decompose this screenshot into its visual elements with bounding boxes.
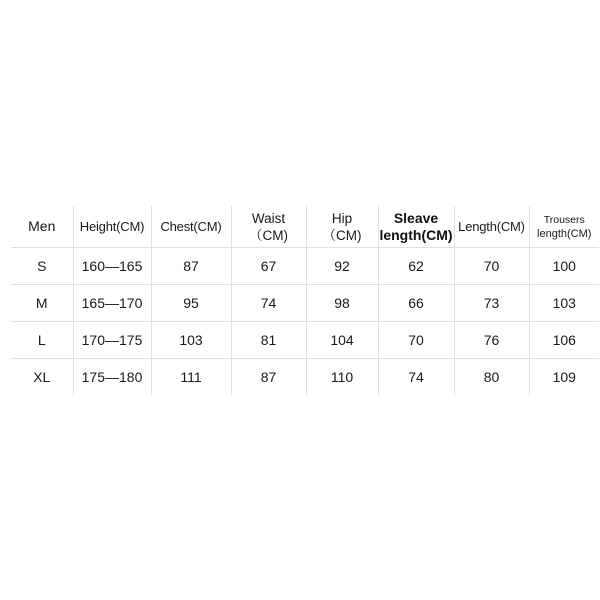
- cell-height: 165—170: [73, 285, 151, 322]
- table-row: [11, 359, 599, 396]
- table-body: [11, 248, 599, 396]
- cell-hip: 92: [306, 248, 378, 285]
- header-length-label: Length(CM): [458, 218, 525, 234]
- cell-trousers: 109: [529, 359, 599, 396]
- table-row: [11, 285, 599, 322]
- cell-length: 73: [454, 285, 529, 322]
- header-men: [11, 206, 73, 248]
- cell-length: 76: [454, 322, 529, 359]
- cell-height: 175—180: [73, 359, 151, 396]
- cell-size: L: [11, 322, 73, 359]
- header-height-label: Height(CM): [79, 218, 145, 234]
- cell-size: S: [11, 248, 73, 285]
- cell-length: 80: [454, 359, 529, 396]
- cell-trousers: 106: [529, 322, 599, 359]
- header-men-label: Men: [28, 217, 56, 234]
- cell-chest: 87: [151, 248, 231, 285]
- table-row: [11, 248, 599, 285]
- header-trousers-length: [529, 206, 599, 248]
- cell-sleeve: 70: [378, 322, 454, 359]
- header-hip-line2: （CM): [322, 227, 362, 243]
- cell-hip: 104: [306, 322, 378, 359]
- header-chest-label: Chest(CM): [160, 218, 222, 234]
- cell-size: XL: [11, 359, 73, 396]
- header-trousers-line2: length(CM): [537, 227, 592, 240]
- header-trousers-line1: Trousers: [543, 213, 585, 226]
- header-hip: [306, 206, 378, 248]
- cell-sleeve: 62: [378, 248, 454, 285]
- cell-sleeve: 66: [378, 285, 454, 322]
- size-chart-table: [11, 206, 599, 395]
- cell-chest: 103: [151, 322, 231, 359]
- header-length: [454, 206, 529, 248]
- table-row: [11, 322, 599, 359]
- header-chest: [151, 206, 231, 248]
- cell-waist: 74: [231, 285, 306, 322]
- cell-height: 160—165: [73, 248, 151, 285]
- cell-size: M: [11, 285, 73, 322]
- cell-length: 70: [454, 248, 529, 285]
- cell-waist: 87: [231, 359, 306, 396]
- header-waist-line2: （CM): [249, 227, 288, 243]
- cell-hip: 98: [306, 285, 378, 322]
- cell-chest: 111: [151, 359, 231, 396]
- cell-chest: 95: [151, 285, 231, 322]
- cell-trousers: 100: [529, 248, 599, 285]
- header-sleeve-line2: length(CM): [379, 226, 453, 243]
- cell-waist: 81: [231, 322, 306, 359]
- header-waist-line1: Waist: [251, 210, 286, 226]
- header-sleeve-length: [378, 206, 454, 248]
- header-hip-line1: Hip: [331, 210, 353, 226]
- table-header: [11, 206, 599, 248]
- cell-height: 170—175: [73, 322, 151, 359]
- cell-sleeve: 74: [378, 359, 454, 396]
- header-height: [73, 206, 151, 248]
- cell-hip: 110: [306, 359, 378, 396]
- header-waist: [231, 206, 306, 248]
- cell-waist: 67: [231, 248, 306, 285]
- header-row: [11, 206, 599, 248]
- cell-trousers: 103: [529, 285, 599, 322]
- header-sleeve-line1: Sleave: [393, 209, 439, 226]
